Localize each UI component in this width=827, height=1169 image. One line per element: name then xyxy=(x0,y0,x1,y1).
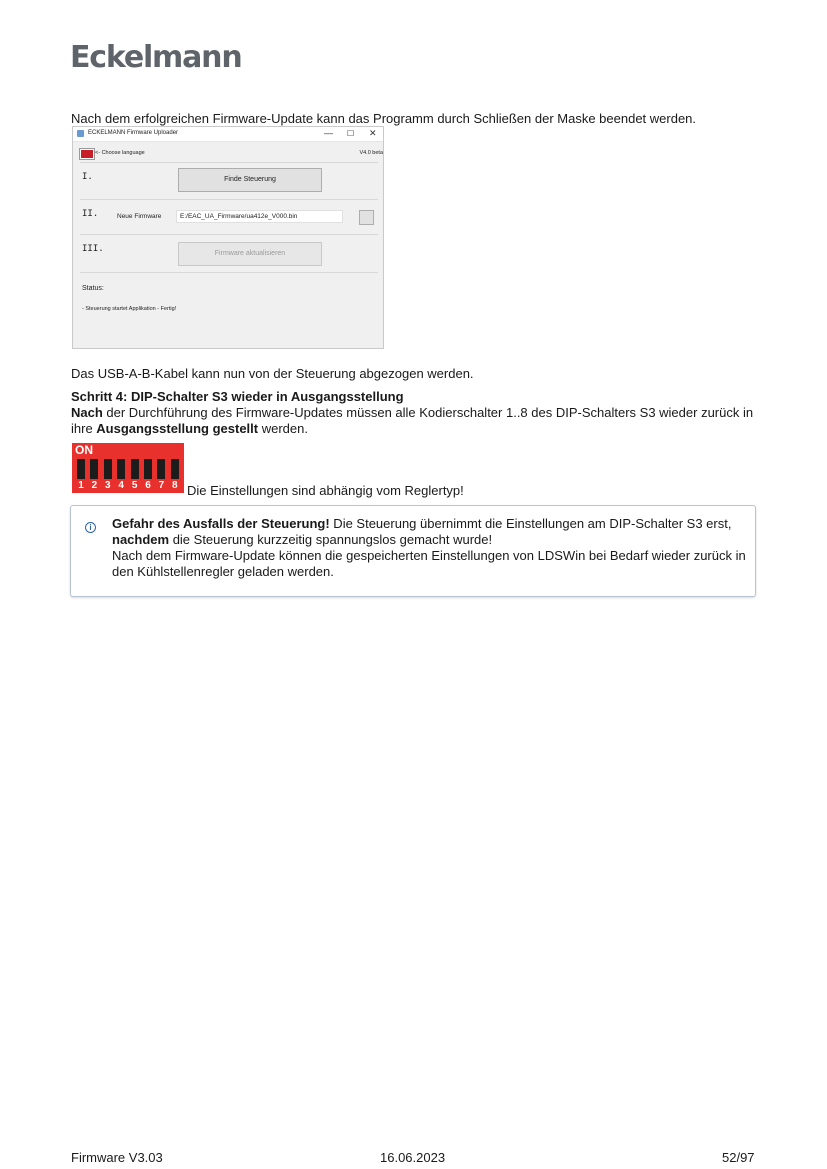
info-line: Nach dem Firmware-Update können die gespeicherten Einstellungen von LDSWin bei Bedarf wieder zurück in den Kühlstellenregler geladen werden. xyxy=(112,548,746,579)
window-titlebar xyxy=(73,127,383,142)
browse-button[interactable] xyxy=(359,210,374,225)
minimize-icon[interactable]: — xyxy=(324,128,333,138)
dip-switch-number: 4 xyxy=(118,480,124,491)
company-logo: Eckelmann xyxy=(70,40,242,75)
version-label: V4.0 beta xyxy=(359,150,383,156)
dip-switch-lever xyxy=(90,459,98,479)
footer-page-number: 52/97 xyxy=(722,1150,755,1165)
step-4-heading: Schritt 4: DIP-Schalter S3 wieder in Ausgangsstellung xyxy=(71,389,404,404)
info-line xyxy=(112,516,748,548)
divider xyxy=(80,162,378,163)
cable-note: Das USB-A-B-Kabel kann nun von der Steuerung abgezogen werden. xyxy=(71,366,474,381)
dip-switch-number: 1 xyxy=(78,480,84,491)
intro-text: Nach dem erfolgreichen Firmware-Update kann das Programm durch Schließen der Maske beendet werden. xyxy=(71,111,697,126)
uk-flag-icon[interactable] xyxy=(80,149,94,159)
dip-switch-lever xyxy=(144,459,152,479)
dip-switch-number: 8 xyxy=(172,480,178,491)
choose-language-label: <- Choose language xyxy=(95,150,145,156)
dip-switch-number: 6 xyxy=(145,480,151,491)
text: werden. xyxy=(258,421,308,436)
firmware-uploader-screenshot xyxy=(72,126,384,349)
dip-switch-lever xyxy=(104,459,112,479)
info-box xyxy=(70,505,756,597)
info-content xyxy=(112,516,748,580)
dip-switch-number: 5 xyxy=(131,480,138,491)
dip-switch-lever xyxy=(157,459,165,479)
app-icon xyxy=(77,130,84,137)
emphasis: Nach xyxy=(71,405,103,420)
step-4-section xyxy=(71,389,761,437)
dip-switch-lever xyxy=(77,459,85,479)
footer-firmware-version: Firmware V3.03 xyxy=(71,1150,163,1165)
text: Die Steuerung übernimmt die Einstellungen am DIP-Schalter S3 erst, xyxy=(329,516,732,531)
dip-switch-number: 7 xyxy=(158,480,165,491)
dip-switch-lever xyxy=(117,459,125,479)
find-controller-button[interactable]: Finde Steuerung xyxy=(178,168,322,192)
close-icon[interactable]: ✕ xyxy=(369,128,377,138)
divider xyxy=(80,272,378,273)
info-circle-icon: i xyxy=(85,522,96,533)
dip-switch-lever xyxy=(171,459,179,479)
step-1-label: I. xyxy=(82,172,93,182)
step-3-label: III. xyxy=(82,244,104,254)
maximize-icon[interactable]: ☐ xyxy=(347,129,355,138)
step-2-label: II. xyxy=(82,209,99,219)
update-firmware-button[interactable]: Firmware aktualisieren xyxy=(178,242,322,266)
dip-switch-image xyxy=(72,443,184,493)
status-text: - Steuerung startet Applikation - Fertig! xyxy=(82,306,177,312)
divider xyxy=(80,234,378,235)
firmware-path-field[interactable]: E:/EAC_UA_Firmware/ua412e_V000.bin xyxy=(176,210,343,223)
new-firmware-label: Neue Firmware xyxy=(117,213,162,220)
window-title: ECKELMANN Firmware Uploader xyxy=(88,130,179,136)
emphasis: Ausgangsstellung gestellt xyxy=(96,421,259,436)
emphasis: nachdem xyxy=(112,532,170,547)
dip-switch-lever xyxy=(131,459,139,479)
dip-on-label: ON xyxy=(75,443,93,457)
text: die Steuerung kurzzeitig spannungslos gemacht wurde! xyxy=(169,532,493,547)
divider xyxy=(80,199,378,200)
dip-switch-number: 2 xyxy=(91,480,98,491)
footer-date: 16.06.2023 xyxy=(380,1150,446,1165)
text: der Durchführung des Firmware-Updates müssen alle Kodierschalter 1..8 des DIP-Schalters S3 wieder zurück in ihre xyxy=(71,405,754,436)
dip-note: Die Einstellungen sind abhängig vom Reglertyp! xyxy=(187,483,464,498)
step-4-text xyxy=(71,405,761,437)
status-label: Status: xyxy=(82,285,104,292)
dip-switch-number: 3 xyxy=(105,480,111,491)
emphasis: Gefahr des Ausfalls der Steuerung! xyxy=(112,516,330,531)
